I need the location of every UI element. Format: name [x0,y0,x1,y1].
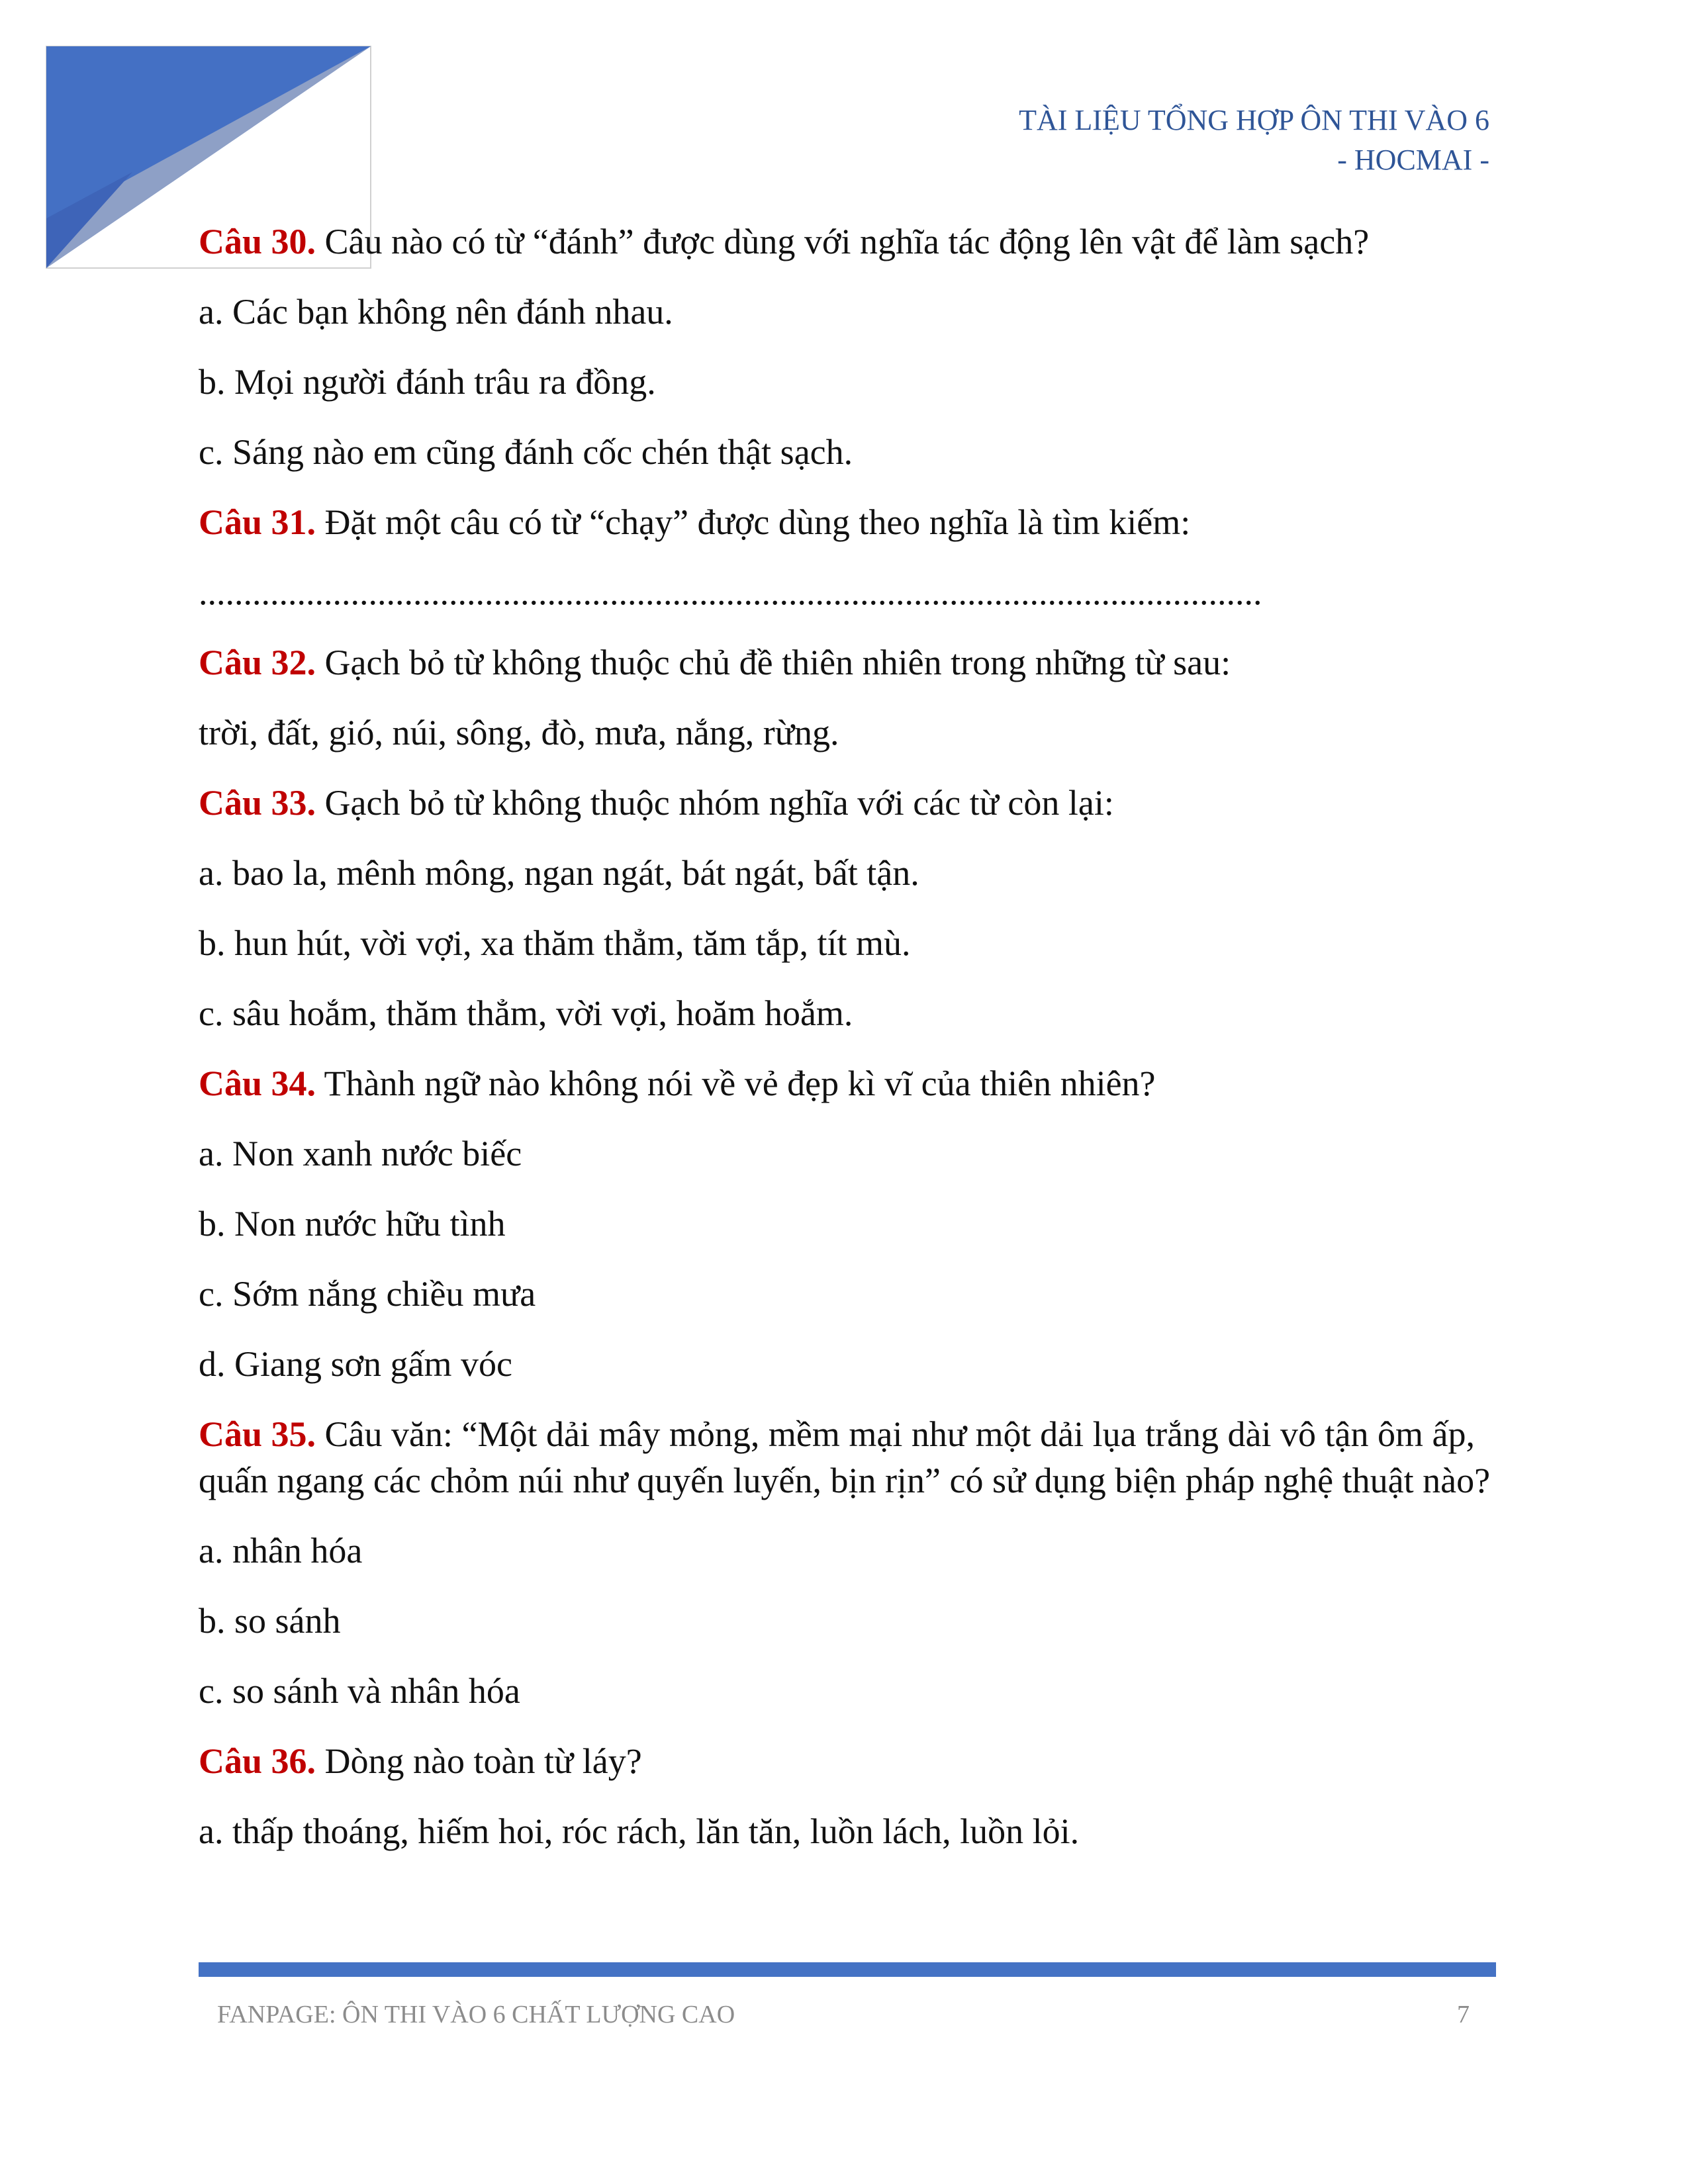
question-label: Câu 35. [199,1414,316,1454]
footer-divider [199,1962,1496,1977]
question-label: Câu 30. [199,222,316,261]
question-text: Thành ngữ nào không nói về vẻ đẹp kì vĩ của thiên nhiên? [316,1064,1156,1103]
page-number: 7 [1457,2001,1470,2028]
question-36 [199,1738,1496,1784]
answer-option: c. so sánh và nhân hóa [199,1671,520,1711]
question-text: Câu văn: “Một dải mây mỏng, mềm mại như một dải lụa trắng dài vô tận ôm ấp, quấn ngang các chỏm núi như quyến luyến, bịn rịn” có sử dụng biện pháp nghệ thuật nào? [199,1414,1491,1500]
answer-option: c. sâu hoắm, thăm thẳm, vời vợi, hoăm hoắm. [199,993,853,1033]
question-text: Gạch bỏ từ không thuộc chủ đề thiên nhiên trong những từ sau: [316,643,1231,682]
question-text: Đặt một câu có từ “chạy” được dùng theo nghĩa là tìm kiếm: [316,502,1191,542]
answer-option: c. Sáng nào em cũng đánh cốc chén thật sạch. [199,432,853,472]
answer-option: b. so sánh [199,1601,341,1641]
question-text: Câu nào có từ “đánh” được dùng với nghĩa tác động lên vật để làm sạch? [316,222,1370,261]
question-35 [199,1411,1496,1504]
question-label: Câu 34. [199,1064,316,1103]
question-31 [199,499,1496,545]
question-32 [199,639,1496,686]
answer-option: a. bao la, mênh mông, ngan ngát, bát ngát, bất tận. [199,853,919,893]
question-label: Câu 33. [199,783,316,823]
question-label: Câu 31. [199,502,316,542]
question-text: Dòng nào toàn từ láy? [316,1741,642,1781]
footer-text: FANPAGE: ÔN THI VÀO 6 CHẤT LƯỢNG CAO [217,2001,735,2028]
answer-option: a. Non xanh nước biếc [199,1134,522,1173]
answer-blank-line: ....................................................................................................................... [199,572,1262,612]
answer-option: a. thấp thoáng, hiếm hoi, róc rách, lăn tăn, luồn lách, luồn lỏi. [199,1811,1080,1851]
header-title: TÀI LIỆU TỔNG HỢP ÔN THI VÀO 6 [1019,104,1489,136]
answer-option: a. Các bạn không nên đánh nhau. [199,292,673,332]
answer-option: b. hun hút, vời vợi, xa thăm thẳm, tăm tắp, tít mù. [199,923,911,963]
question-33 [199,780,1496,826]
question-30 [199,218,1496,265]
answer-option: b. Non nước hữu tình [199,1204,506,1244]
word-list: trời, đất, gió, núi, sông, đò, mưa, nắng, rừng. [199,713,839,752]
document-header [1019,101,1489,180]
question-label: Câu 36. [199,1741,316,1781]
answer-option: d. Giang sơn gấm vóc [199,1344,512,1384]
answer-option: c. Sớm nắng chiều mưa [199,1274,536,1314]
question-list [199,218,1496,1878]
question-34 [199,1060,1496,1107]
answer-option: a. nhân hóa [199,1531,363,1570]
question-text: Gạch bỏ từ không thuộc nhóm nghĩa với các từ còn lại: [316,783,1114,823]
header-subtitle: - HOCMAI - [1337,144,1489,176]
answer-option: b. Mọi người đánh trâu ra đồng. [199,362,656,402]
question-label: Câu 32. [199,643,316,682]
